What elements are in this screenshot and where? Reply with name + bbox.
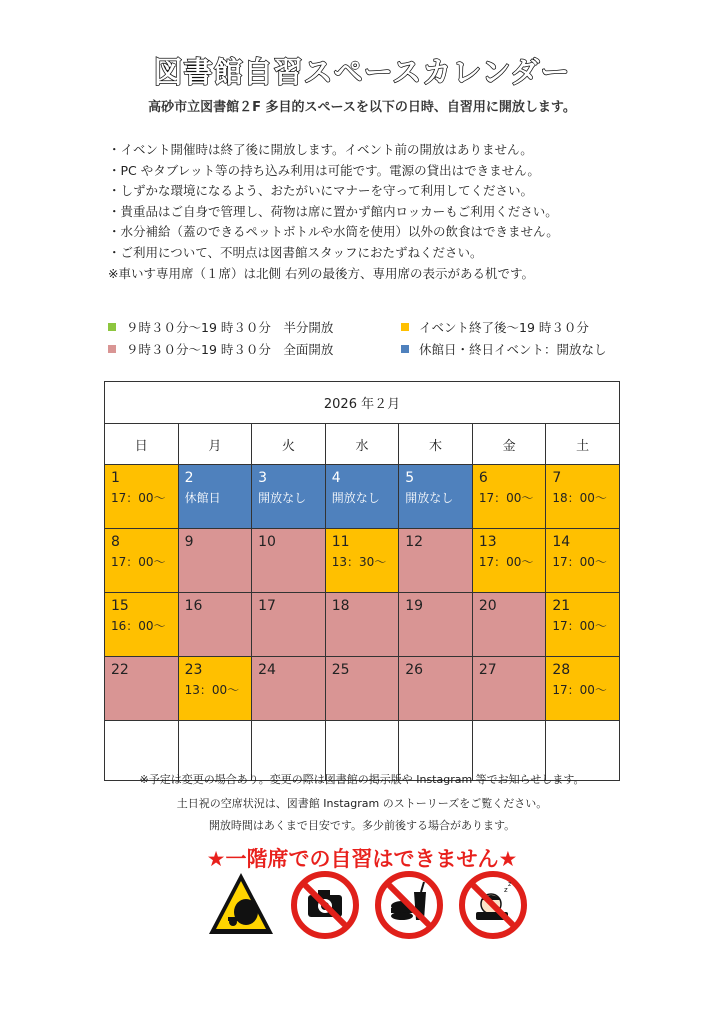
svg-text:z: z [508, 881, 512, 888]
calendar-day-cell [399, 465, 473, 529]
day-info: 17：00～ [478, 491, 534, 505]
note-item: ・貴重品はご自身で管理し、荷物は席に置かず館内ロッカーもご利用ください。 [108, 203, 558, 219]
calendar-week-row [105, 593, 620, 657]
calendar-week-row [105, 465, 620, 529]
warning-text: ★一階席での自習はできません★ [206, 847, 518, 871]
day-info: 17：00～ [478, 555, 534, 569]
footer-note-3: 開放時間はあくまで目安です。多少前後する場合があります。 [208, 819, 516, 832]
calendar-day-cell [252, 593, 326, 657]
day-number: 6 [478, 470, 488, 486]
day-info: 休館日 [184, 491, 221, 505]
svg-text:z: z [504, 886, 508, 894]
legend [108, 316, 638, 360]
weekday-mon: 月 [178, 424, 252, 465]
day-info: 13：30～ [331, 555, 387, 569]
no-food-drink-icon [374, 870, 444, 940]
pink-swatch-icon [108, 345, 116, 353]
day-info: 17：00～ [552, 555, 607, 569]
day-info: 13：00～ [184, 683, 240, 697]
day-info: 17：00～ [111, 491, 166, 505]
calendar-table [104, 381, 620, 781]
note-item: ・水分補給（蓋のできるペットボトルや水筒を使用）以外の飲食はできません。 [108, 224, 559, 240]
calendar-day-cell [105, 657, 179, 721]
weekday-wed: 水 [325, 424, 399, 465]
no-sleeping-icon [458, 870, 528, 940]
legend-label: イベント終了後～19 時３０分 [419, 320, 589, 335]
day-number: 2 [184, 470, 194, 486]
no-camera-icon [290, 870, 360, 940]
yellow-swatch-icon [401, 323, 409, 331]
page-title: 図書館自習スペースカレンダー [153, 55, 571, 89]
calendar-day-cell [399, 529, 473, 593]
weekday-sun: 日 [105, 424, 179, 465]
calendar-day-cell [546, 529, 620, 593]
footer-note-2: 土日祝の空席状況は、図書館 Instagram のストーリーズをご覧ください。 [176, 797, 548, 810]
calendar-week-row [105, 657, 620, 721]
weekday-fri: 金 [472, 424, 546, 465]
day-number: 1 [111, 470, 120, 486]
day-number: 8 [111, 534, 120, 550]
day-number: 26 [405, 662, 424, 678]
day-number: 4 [331, 470, 341, 486]
calendar-day-cell [472, 593, 546, 657]
day-number: 20 [478, 598, 497, 614]
day-number: 28 [552, 662, 571, 678]
day-info: 17：00～ [111, 555, 166, 569]
calendar-day-cell [399, 593, 473, 657]
calendar-day-cell [178, 657, 252, 721]
day-number: 25 [331, 662, 350, 678]
day-number: 14 [552, 534, 571, 550]
page-subtitle: 高砂市立図書館２F 多目的スペースを以下の日時、自習用に開放します。 [148, 100, 576, 115]
calendar-day-cell [546, 465, 620, 529]
legend-item-pink [108, 340, 401, 358]
calendar-day-cell [325, 465, 399, 529]
note-item: ・ご利用について、不明点は図書館スタッフにおたずねください。 [108, 244, 483, 260]
legend-label: 休館日・終日イベント：開放なし [419, 342, 607, 357]
calendar-day-cell [105, 465, 179, 529]
calendar-day-cell [472, 465, 546, 529]
day-number: 15 [111, 598, 129, 614]
blue-swatch-icon [401, 345, 409, 353]
legend-label: ９時３０分～19 時３０分 全面開放 [126, 342, 334, 357]
calendar-day-cell [105, 593, 179, 657]
note-item: ・イベント開催時は終了後に開放します。イベント前の開放はありません。 [108, 142, 533, 157]
day-number: 9 [184, 534, 194, 550]
day-info: 18：00～ [552, 491, 607, 505]
calendar-day-cell [252, 465, 326, 529]
calendar-day-cell [325, 529, 399, 593]
day-info: 16：00～ [111, 619, 166, 633]
legend-item-green [108, 318, 401, 336]
note-item: ※車いす専用席（１席）は北側 右列の最後方、専用席の表示がある机です。 [108, 265, 534, 281]
legend-label: ９時３０分～19 時３０分 半分開放 [126, 320, 334, 335]
footer-note-1: ※予定は変更の場合あり。変更の際は図書館の掲示版や Instagram 等でお知らせします。 [139, 773, 585, 786]
day-info: 開放なし [258, 491, 307, 505]
day-number: 10 [258, 534, 276, 550]
green-swatch-icon [108, 323, 116, 331]
day-number: 21 [552, 598, 571, 614]
calendar-week-row [105, 529, 620, 593]
weekday-sat: 土 [546, 424, 620, 465]
day-number: 11 [331, 534, 350, 550]
no-talking-warning-icon [206, 870, 276, 940]
day-number: 5 [405, 470, 415, 486]
weekday-thu: 木 [399, 424, 473, 465]
note-item: ・PC やタブレット等の持ち込み利用は可能です。電源の貸出はできません。 [108, 162, 540, 178]
day-info: 開放なし [331, 491, 380, 505]
calendar-month: 2026 年２月 [105, 382, 620, 424]
legend-item-yellow [401, 318, 589, 336]
calendar-day-cell [325, 657, 399, 721]
day-number: 12 [405, 534, 424, 550]
notes-list [108, 140, 668, 284]
day-number: 17 [258, 598, 276, 614]
day-number: 24 [258, 662, 276, 678]
calendar-day-cell [178, 593, 252, 657]
calendar-day-cell [105, 529, 179, 593]
day-number: 16 [184, 598, 203, 614]
calendar-day-cell [472, 529, 546, 593]
calendar-day-cell [546, 593, 620, 657]
day-number: 19 [405, 598, 424, 614]
calendar-day-cell [252, 529, 326, 593]
day-number: 7 [552, 470, 562, 486]
day-number: 22 [111, 662, 129, 678]
calendar-day-cell [178, 529, 252, 593]
calendar-day-cell [252, 657, 326, 721]
prohibition-icons [206, 870, 526, 940]
day-number: 3 [258, 470, 268, 486]
day-number: 13 [478, 534, 497, 550]
calendar-day-cell [546, 657, 620, 721]
day-info: 17：00～ [552, 619, 607, 633]
day-info: 17：00～ [552, 683, 607, 697]
day-number: 27 [478, 662, 497, 678]
day-number: 23 [184, 662, 203, 678]
day-number: 18 [331, 598, 350, 614]
day-info: 開放なし [405, 491, 454, 505]
note-item: ・しずかな環境になるよう、おたがいにマナーを守って利用してください。 [108, 183, 534, 199]
legend-item-blue [401, 340, 607, 358]
calendar-day-cell [472, 657, 546, 721]
calendar-day-cell [178, 465, 252, 529]
weekday-tue: 火 [252, 424, 326, 465]
calendar-day-cell [399, 657, 473, 721]
calendar-day-cell [325, 593, 399, 657]
